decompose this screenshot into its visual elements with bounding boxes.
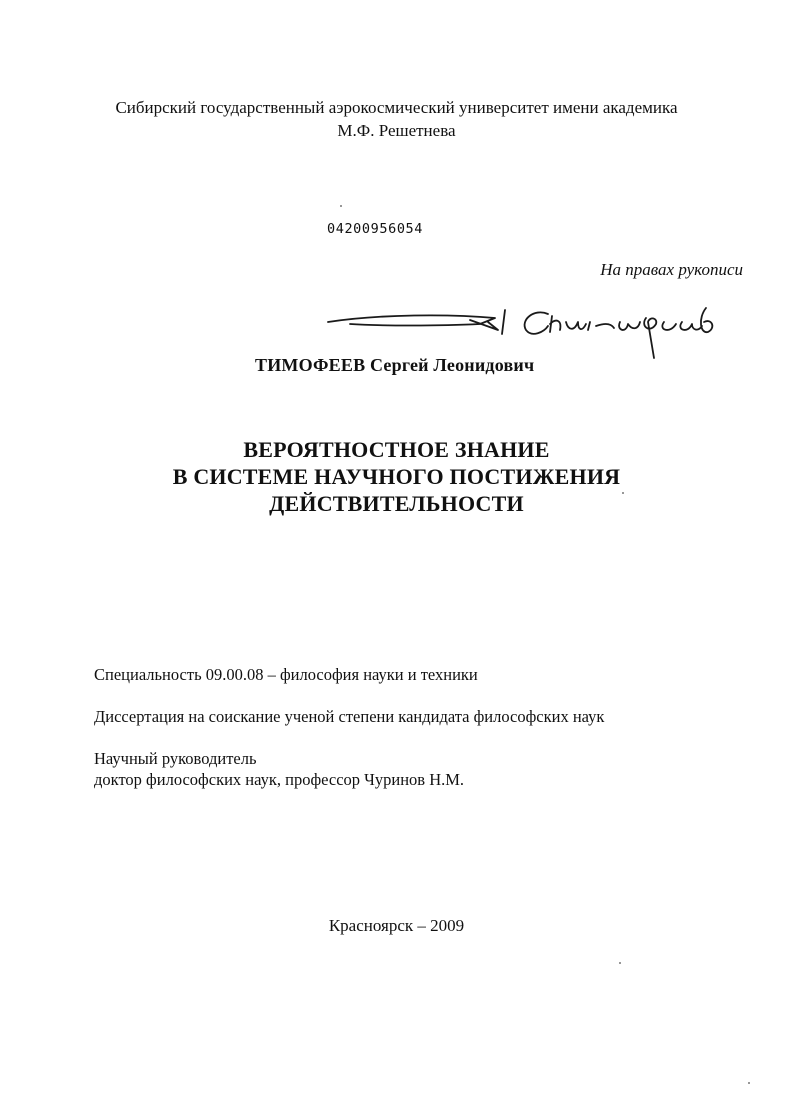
dissertation-degree: Диссертация на соискание ученой степени кандидата философских наук	[94, 707, 605, 726]
supervisor-label: Научный руководитель	[94, 749, 257, 768]
scan-speck	[622, 492, 624, 494]
archive-code: 04200956054	[327, 221, 424, 237]
title-line-2: В СИСТЕМЕ НАУЧНОГО ПОСТИЖЕНИЯ	[172, 464, 621, 489]
university-line-1: Сибирский государственный аэрокосмический университет имени академика	[115, 98, 678, 117]
rights-note: На правах рукописи	[600, 260, 743, 279]
title-line-3: ДЕЙСТВИТЕЛЬНОСТИ	[269, 491, 524, 516]
scan-speck	[748, 1082, 750, 1084]
title-line-1: ВЕРОЯТНОСТНОЕ ЗНАНИЕ	[243, 437, 550, 462]
author-name: ТИМОФЕЕВ Сергей Леонидович	[255, 355, 535, 375]
scan-speck	[619, 962, 621, 964]
specialty: Специальность 09.00.08 – философия науки и техники	[94, 665, 478, 684]
university-line-2: М.Ф. Решетнева	[337, 121, 456, 140]
scan-speck	[340, 205, 342, 207]
supervisor-name: доктор философских наук, профессор Чуринов Н.М.	[94, 770, 465, 789]
supervisor-block	[94, 748, 464, 790]
university-header	[0, 96, 793, 142]
city-year: Красноярск – 2009	[328, 916, 465, 935]
dissertation-title	[0, 436, 793, 517]
